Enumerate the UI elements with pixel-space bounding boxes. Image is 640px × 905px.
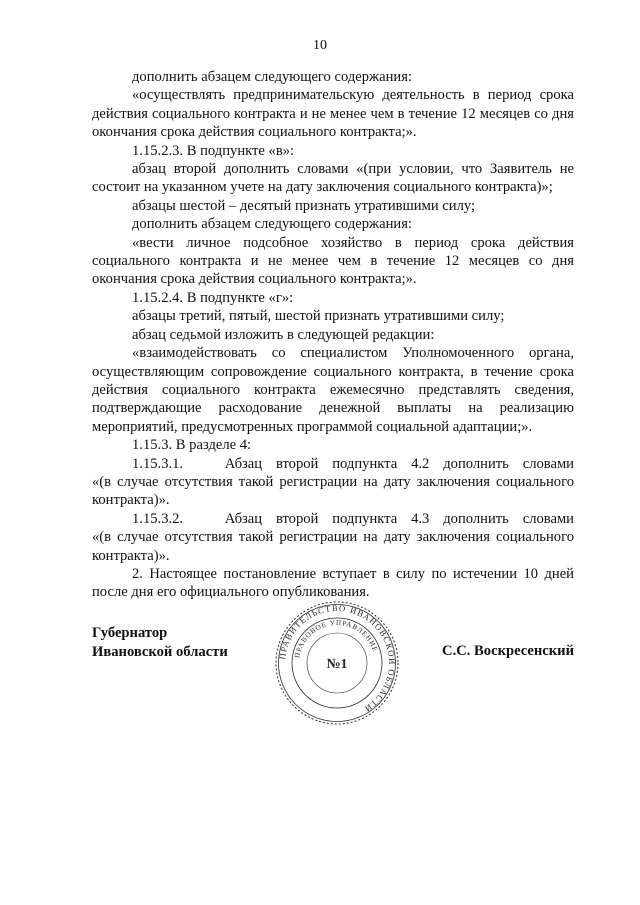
item-last-line: контракта)». xyxy=(92,547,170,564)
official-seal xyxy=(274,600,400,726)
paragraph: «вести личное подсобное хозяйство в период срока действия социального контракта и не менее чем в течение 12 месяцев со дня окончания срока действия социального контракта;». xyxy=(92,234,574,288)
paragraph: абзац седьмой изложить в следующей редакции: xyxy=(132,326,435,343)
signatory-title-line2: Ивановской области xyxy=(92,644,228,660)
signature-block xyxy=(92,600,574,730)
svg-text:ПРАВОВОЕ УПРАВЛЕНИЕ xyxy=(293,619,379,659)
seal-outer-text: ПРАВИТЕЛЬСТВО ИВАНОВСКОЙ ОБЛАСТИ xyxy=(277,602,398,715)
page-number: 10 xyxy=(313,38,327,53)
paragraph: абзац второй дополнить словами «(при условии, что Заявитель не состоит на указанном учете на дату заключения социального контракта)»; xyxy=(92,161,574,196)
seal-center-text: №1 xyxy=(326,657,348,672)
list-item xyxy=(92,455,574,510)
seal-inner-text: ПРАВОВОЕ УПРАВЛЕНИЕ xyxy=(293,618,380,659)
paragraph: абзацы шестой – десятый признать утратившими силу; xyxy=(132,197,476,214)
item-middle-line: «(в случае отсутствия такой регистрации на дату заключения социального xyxy=(92,473,574,490)
document-body xyxy=(92,68,574,602)
paragraph: дополнить абзацем следующего содержания: xyxy=(132,216,412,233)
item-first-line: 1.15.3.2. Абзац второй подпункта 4.3 дополнить словами xyxy=(132,510,574,527)
paragraph: 1.15.2.4. В подпункте «г»: xyxy=(132,289,294,306)
paragraph: дополнить абзацем следующего содержания: xyxy=(132,69,412,85)
paragraph: 1.15.3. В разделе 4: xyxy=(132,437,252,454)
paragraph: «взаимодействовать со специалистом Уполномоченного органа, осуществляющим сопровождение социального контракта, в течение срока действия социального контракта ежемесячно представлять сведения, подтверждающие расходование денежной выплаты на реализацию мероприятий, предусмотренных программой социальной адаптации;». xyxy=(92,345,574,435)
item-last-line: контракта)». xyxy=(92,492,170,509)
closing-paragraph: 2. Настоящее постановление вступает в силу по истечении 10 дней после дня его официального опубликования. xyxy=(92,565,574,601)
paragraph: 1.15.2.3. В подпункте «в»: xyxy=(132,142,295,159)
item-first-line: 1.15.3.1. Абзац второй подпункта 4.2 дополнить словами xyxy=(132,455,574,472)
list-item xyxy=(92,510,574,565)
signatory-title-line1: Губернатор xyxy=(92,625,168,641)
signatory-name: С.С. Воскресенский xyxy=(442,643,574,659)
paragraph: абзацы третий, пятый, шестой признать утратившими силу; xyxy=(132,308,505,325)
paragraph: «осуществлять предпринимательскую деятельность в период срока действия социального контракта и не менее чем в течение 12 месяцев со дня окончания срока действия социального контракта;». xyxy=(92,87,574,141)
signatory-title xyxy=(92,624,228,662)
item-middle-line: «(в случае отсутствия такой регистрации на дату заключения социального xyxy=(92,529,574,546)
